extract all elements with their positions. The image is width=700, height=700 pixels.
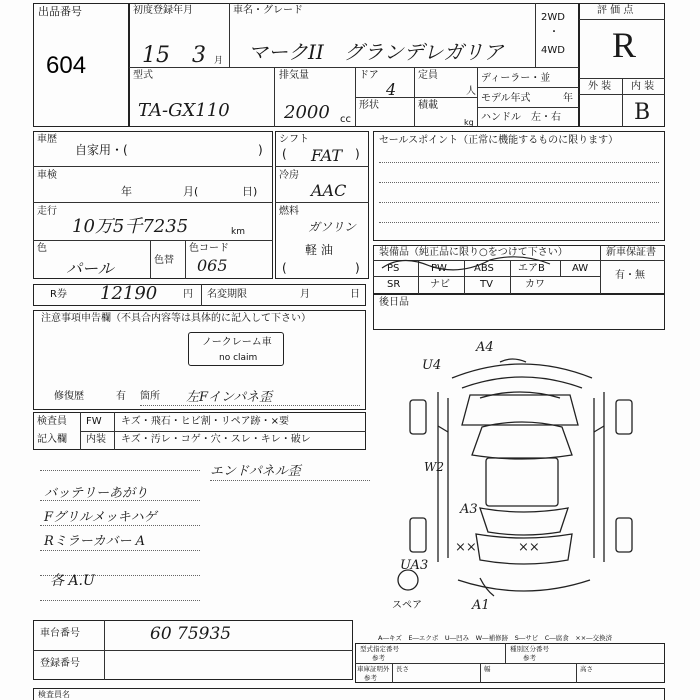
usage-value: 自家用・( [75,143,128,157]
shift-paren-open: ( [282,147,287,161]
equip-navi: ナビ [430,279,450,290]
warranty-label: 新車保証書 [606,247,656,258]
equip-pw: PW [431,263,447,274]
lot-number-label: 出品番号 [38,5,82,18]
ac-label: 冷房 [279,170,299,181]
equip-ps: PS [387,263,400,274]
noclaim-en: no claim [219,353,258,363]
model-grade-label: 車名・グレード [233,5,303,16]
lot-number-value: 604 [46,52,87,79]
width-label: 幅 [484,665,491,673]
diagram-mark-xx-right: ×× [518,540,540,555]
spare-label: スペア [392,600,422,611]
model-code-value: TA-GX110 [138,100,230,121]
remark-line-2: バッテリーあがり [44,486,149,501]
color-code-label: 色コード [189,243,229,254]
equip-airbag: エアB [518,263,545,274]
bottom-strip [33,688,665,700]
fuel-paren-close: ) [355,261,360,275]
doors-value: 4 [386,80,397,99]
interior-check-items: キズ・汚レ・コゲ・穴・スレ・キレ・破レ [121,434,311,445]
type-designation-label: 型式指定番号 [360,645,399,653]
aftermarket-label: 後日品 [379,297,409,308]
equip-abs: ABS [474,263,494,274]
grade-label: 評 価 点 [597,5,634,16]
inspection-month: 月( [183,185,199,198]
remark-line-3: Fグリルメッキハゲ [44,510,157,525]
ac-value: AAC [311,181,347,200]
interior-grade-value: B [634,100,651,125]
repair-mark: 有 [116,391,126,402]
interior-grade-label: 内 装 [631,81,655,92]
fw-items: キズ・飛石・ヒビ割・リペア跡・×要 [121,416,289,427]
doors-label: ドア [359,70,379,81]
color-value: パール [66,259,114,278]
fw-label: FW [86,416,102,427]
diagram-mark-a4: A4 [476,340,494,355]
first-registration-value: 15 3 [142,43,206,68]
diagram-mark-ua3: UA3 [400,558,429,573]
fuel-label: 燃料 [279,206,299,217]
displacement-unit: cc [340,114,351,125]
drive-dot: ・ [549,27,559,38]
repair-label: 修復歴 [54,391,84,402]
dealer-label: ディーラー・並 [481,73,551,84]
shift-paren-close: ) [355,147,360,161]
color-label: 色 [37,243,47,254]
mileage-label: 走行 [37,206,57,217]
equip-sr: SR [387,279,401,290]
diagram-mark-w2: W2 [424,460,444,474]
inspection-label: 車検 [37,170,57,181]
deadline-month: 月 [300,289,310,300]
height-label: 高さ [580,665,593,673]
drive-4wd: 4WD [541,45,565,56]
usage-close: ) [258,143,263,157]
fuel-diesel: 軽 油 [305,243,333,257]
equipment-label: 装備品（純正品に限り○をつけて下さい） [379,247,568,258]
capacity-label: 定員 [418,70,438,81]
remark-line-1: エンドパネル歪 [210,464,301,479]
fuel-value: ガソリン [308,220,357,234]
recycle-value: 12190 [100,283,158,304]
capacity-unit: 人 [466,86,476,97]
length-label: 長さ [396,665,409,673]
sales-point-label: セールスポイント（正常に機能するものに限ります） [379,135,619,146]
color-code-value: 065 [197,256,228,275]
body-size-ref: 参考 [364,674,377,682]
deadline-label: 名変期限 [207,289,247,300]
registration-label: 登録番号 [40,658,80,669]
declaration-label: 注意事項申告欄（不具合内容等は具体的に記入して下さい） [41,313,311,324]
diagram-mark-a3-side: A3 [460,502,478,517]
remark-line-4: Rミラーカバー A [44,534,146,549]
displacement-label: 排気量 [279,70,309,81]
fuel-paren-open: ( [282,261,287,275]
interior-check-label: 内装 [86,434,106,445]
category-ref: 参考 [523,654,536,662]
deadline-day: 日 [350,289,360,300]
recycle-label: R券 [50,289,67,300]
entry-label: 記入欄 [37,434,67,445]
type-designation-ref: 参考 [372,654,385,662]
bottom-label: 検査員名 [38,690,70,699]
load-unit: kg [464,118,474,127]
category-label: 種別区分番号 [510,645,549,653]
body-size-label: 車庫証明外 [357,665,390,673]
noclaim-jp: ノークレーム車 [202,337,272,348]
diagram-mark-xx-left: ×× [455,540,477,555]
usage-label: 車歴 [37,134,57,145]
inspector-label: 検査員 [37,416,67,427]
first-registration-label: 初度登録年月 [133,5,193,16]
mileage-unit: km [231,227,245,237]
model-year-label: モデル年式 [481,93,531,104]
remark-line-5: 各 A.U [50,573,95,589]
color-change-label: 色替 [154,255,174,266]
exterior-label: 外 装 [588,81,612,92]
chassis-value: 60 75935 [150,624,232,644]
warranty-value: 有・無 [615,270,645,281]
damage-legend: A―キズ E―エクボ U―凹み W―補修跡 S―サビ C―腐食 ××―交換済 [378,634,613,642]
repair-place-value: 左Fインパネ歪 [186,390,273,405]
first-registration-month: 月 [214,56,224,66]
equip-leather: カワ [525,279,545,290]
diagram-mark-u4: U4 [422,358,442,373]
shape-label: 形状 [359,100,379,111]
equip-aw: AW [572,263,589,274]
shift-value: FAT [311,146,343,165]
drive-2wd: 2WD [541,12,565,23]
chassis-label: 車台番号 [40,628,80,639]
displacement-value: 2000 [284,102,330,123]
shift-label: シフト [279,134,309,145]
handle-label: ハンドル 左・右 [481,112,561,123]
model-grade-value: マークII グランデレガリア [248,40,504,64]
inspection-year: 年 [121,185,132,198]
recycle-unit: 円 [183,289,193,300]
load-label: 積載 [418,100,438,111]
mileage-value: 10万5千7235 [72,216,189,237]
model-code-label: 型式 [133,70,153,81]
grade-value: R [612,25,637,65]
diagram-mark-a1: A1 [472,598,490,613]
repair-place-label: 箇所 [140,391,160,402]
equip-tv: TV [480,279,493,290]
model-year-suffix: 年 [563,93,573,104]
inspection-day: 日) [242,185,258,198]
